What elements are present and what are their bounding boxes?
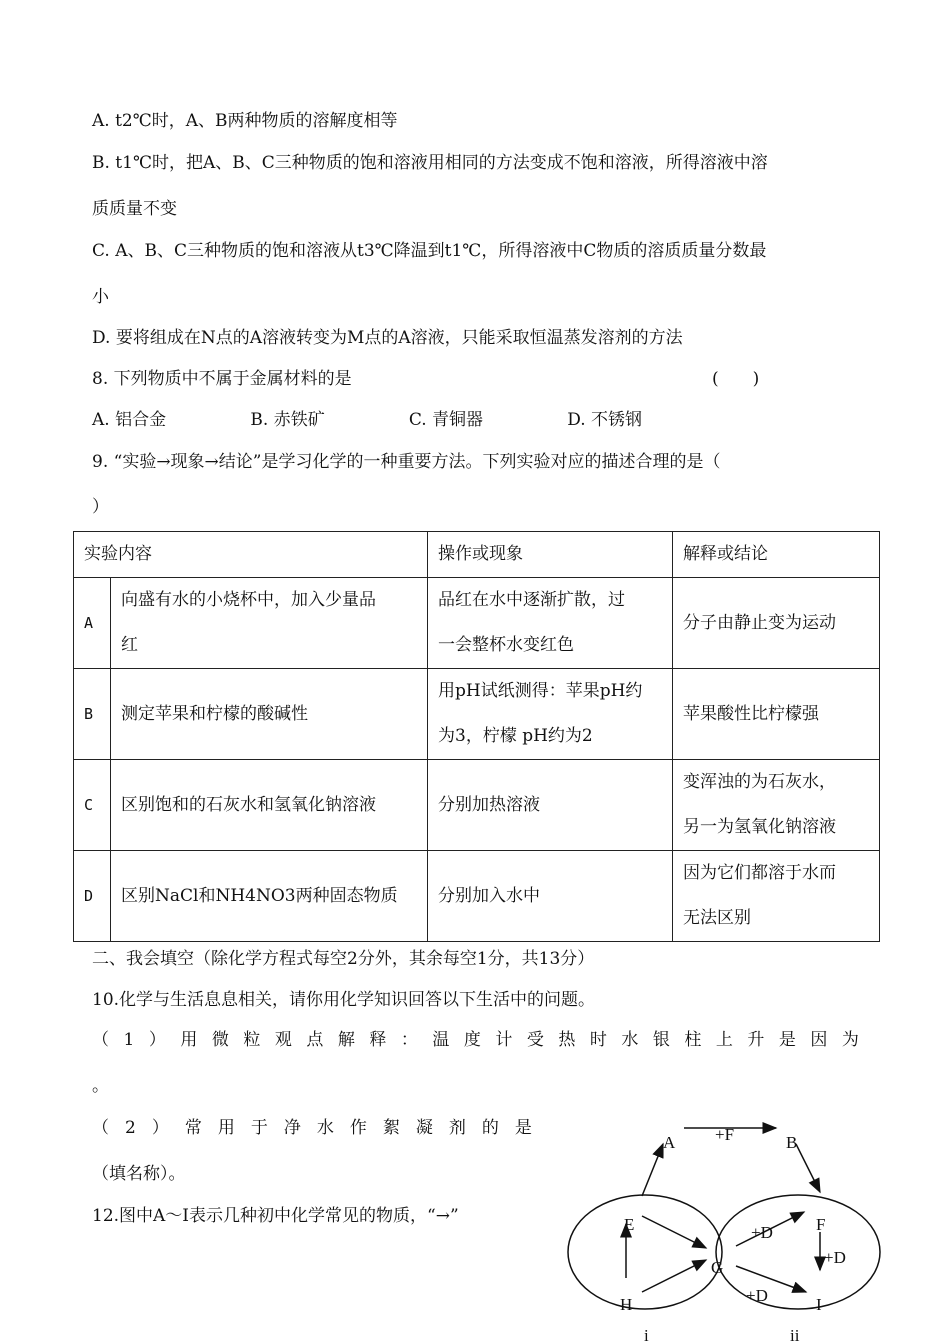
- q10-part1: （1）用微粒观点解释：温度计受热时水银柱上升是因为: [92, 1030, 874, 1050]
- q8-stem: 8. 下列物质中不属于金属材料的是: [92, 369, 352, 389]
- table-row: [74, 760, 880, 851]
- arrow-h-to-g: [642, 1260, 706, 1292]
- q7-option-d: D. 要将组成在N点的A溶液转变为M点的A溶液，只能采取恒温蒸发溶剂的方法: [92, 328, 683, 348]
- row-operation: 用pH试纸测得：苹果pH约 为3，柠檬 pH约为2: [428, 669, 673, 760]
- header-content: 实验内容: [74, 532, 428, 578]
- table-row: [74, 578, 880, 669]
- label-plus-d-lower: +D: [746, 1286, 768, 1305]
- header-operation: 操作或现象: [428, 532, 673, 578]
- row-conclusion: 变浑浊的为石灰水， 另一为氢氧化钠溶液: [673, 760, 880, 851]
- section2-title: 二、我会填空（除化学方程式每空2分外，其余每空1分，共13分）: [92, 949, 595, 969]
- q9-stem-line1: 9. “实验→现象→结论”是学习化学的一种重要方法。下列实验对应的描述合理的是（: [92, 452, 721, 472]
- q9-stem-line2: ）: [92, 497, 109, 517]
- region-ii-ellipse: [716, 1195, 880, 1309]
- q7-option-b-line1: B. t1℃时，把A、B、C三种物质的饱和溶液用相同的方法变成不饱和溶液，所得溶液中溶: [92, 153, 768, 173]
- label-plus-d-right: +D: [824, 1248, 846, 1267]
- reaction-diagram: [560, 1108, 890, 1342]
- row-content: 向盛有水的小烧杯中，加入少量品 红: [111, 578, 428, 669]
- row-content: 区别饱和的石灰水和氢氧化钠溶液: [111, 760, 428, 851]
- q8-option-a: A. 铝合金: [92, 410, 167, 430]
- row-operation: 品红在水中逐渐扩散，过 一会整杯水变红色: [428, 578, 673, 669]
- q12-stem: 12.图中A～I表示几种初中化学常见的物质，“→”: [92, 1206, 459, 1226]
- q7-option-a: A. t2℃时，A、B两种物质的溶解度相等: [92, 111, 398, 131]
- label-plus-d-upper: +D: [751, 1223, 773, 1242]
- q8-options: [92, 405, 642, 430]
- table-row: [74, 851, 880, 942]
- label-plus-f: +F: [715, 1125, 735, 1144]
- row-content: 测定苹果和柠檬的酸碱性: [111, 669, 428, 760]
- q7-option-c-line1: C. A、B、C三种物质的饱和溶液从t3℃降温到t1℃，所得溶液中C物质的溶质质量分数最: [92, 241, 767, 261]
- experiment-table: [73, 531, 880, 942]
- row-tag: C: [74, 760, 111, 851]
- arrow-h-to-a: [642, 1144, 663, 1196]
- q10-stem: 10.化学与生活息息相关，请你用化学知识回答以下生活中的问题。: [92, 990, 596, 1010]
- row-conclusion: 苹果酸性比柠檬强: [673, 669, 880, 760]
- row-content: 区别NaCl和NH4NO3两种固态物质: [111, 851, 428, 942]
- node-b: B: [786, 1133, 798, 1152]
- row-conclusion: 分子由静止变为运动: [673, 578, 880, 669]
- q10-part2-end: （填名称）。: [92, 1164, 186, 1184]
- node-i: I: [816, 1295, 822, 1314]
- node-a: A: [663, 1133, 676, 1152]
- q7-option-b-line2: 质质量不变: [92, 199, 177, 219]
- region-i-label: i: [644, 1326, 649, 1342]
- node-e: E: [624, 1215, 635, 1234]
- table-row: [74, 669, 880, 760]
- q8-option-c: C. 青铜器: [408, 410, 484, 430]
- row-conclusion: 因为它们都溶于水而 无法区别: [673, 851, 880, 942]
- region-ii-label: ii: [790, 1326, 800, 1342]
- row-operation: 分别加入水中: [428, 851, 673, 942]
- row-tag: B: [74, 669, 111, 760]
- row-operation: 分别加热溶液: [428, 760, 673, 851]
- arrow-b-to-region-ii: [796, 1144, 820, 1192]
- q8-option-b: B. 赤铁矿: [250, 410, 325, 430]
- row-tag: A: [74, 578, 111, 669]
- q8-answer-bracket: ( ): [712, 369, 760, 389]
- arrow-e-to-g: [642, 1216, 706, 1248]
- header-conclusion: 解释或结论: [673, 532, 880, 578]
- q10-part1-end: 。: [92, 1076, 109, 1096]
- region-i-ellipse: [568, 1195, 722, 1309]
- q7-option-c-line2: 小: [92, 287, 109, 307]
- node-f: F: [816, 1215, 826, 1234]
- node-g: G: [711, 1258, 724, 1277]
- row-tag: D: [74, 851, 111, 942]
- node-h: H: [620, 1295, 633, 1314]
- q8-option-d: D. 不锈钢: [567, 410, 643, 430]
- q10-part2: （2）常用于净水作絮凝剂的是: [92, 1118, 548, 1138]
- table-header-row: [74, 532, 880, 578]
